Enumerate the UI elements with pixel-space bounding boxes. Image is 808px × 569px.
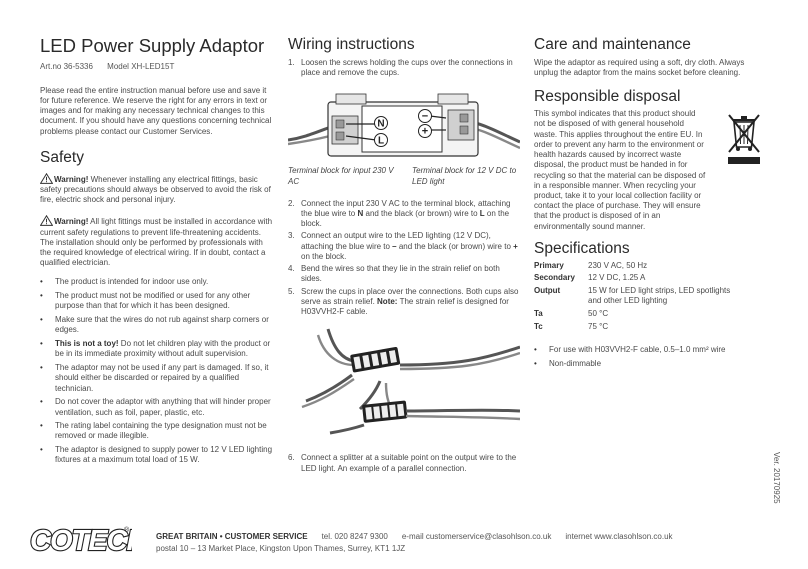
spec-key: Ta bbox=[534, 309, 543, 319]
website: internet www.clasohlson.co.uk bbox=[565, 532, 673, 541]
weee-bin-icon bbox=[724, 111, 764, 232]
terminal-n-label: N bbox=[377, 118, 385, 130]
specs-list bbox=[534, 345, 766, 369]
step-1 bbox=[288, 58, 520, 78]
spec-value: 15 W for LED light strips, LED spotlights and other LED lighting bbox=[588, 286, 731, 306]
splitter-diagram bbox=[288, 325, 520, 435]
list-item bbox=[40, 421, 276, 441]
spec-key: Output bbox=[534, 286, 561, 296]
list-item: • For use with H03VVH2-F cable, 0.5–1.0 mm² wire bbox=[534, 345, 766, 355]
column-3 bbox=[534, 36, 766, 373]
wiring-steps-cont bbox=[288, 199, 520, 318]
step-text: The strain relief is designed for H03VVH2-F cable. bbox=[301, 296, 509, 317]
spec-key: Secondary bbox=[534, 273, 575, 283]
spec-key: Tc bbox=[534, 321, 543, 331]
list-item-text: The product must not be modified or used for any other purpose than that for which it has been designed. bbox=[55, 291, 251, 311]
step-3 bbox=[288, 231, 520, 262]
disposal-block bbox=[534, 109, 766, 232]
care-text: Wipe the adaptor as required using a soft, dry cloth. Always unplug the adaptor from the mains socket before cleaning. bbox=[534, 57, 745, 78]
column-1 bbox=[40, 36, 276, 469]
safety-heading: Safety bbox=[40, 148, 84, 166]
terminal-block-diagram bbox=[288, 82, 520, 166]
list-item bbox=[40, 397, 276, 417]
postal-address: postal 10 – 13 Market Place, Kingston Upon Thames, Surrey, KT1 1JZ bbox=[156, 544, 406, 553]
terminal-plus-label: + bbox=[421, 125, 429, 138]
art-no: 36-5336 bbox=[63, 62, 93, 72]
step-text: on the block. bbox=[301, 208, 510, 229]
table-row bbox=[534, 322, 738, 335]
step-number: 2. bbox=[288, 198, 295, 208]
step-6 bbox=[288, 453, 520, 473]
figure-captions bbox=[288, 166, 520, 186]
spec-value: 75 °C bbox=[588, 321, 609, 331]
model-label: Model bbox=[107, 62, 129, 72]
step-text: Connect the input 230 V AC to the terminal block, attaching the blue wire to bbox=[301, 198, 511, 218]
step-2 bbox=[288, 199, 520, 230]
caption-output: Terminal block for 12 V DC to LED light bbox=[412, 166, 517, 186]
list-item-text: Make sure that the wires do not rub against sharp corners or edges. bbox=[55, 315, 269, 335]
warning-label: Warning! bbox=[54, 174, 89, 184]
step-text: on the block. bbox=[301, 251, 347, 261]
table-row bbox=[534, 309, 738, 322]
disposal-heading: Responsible disposal bbox=[534, 88, 681, 106]
intro-text: Please read the entire instruction manual before use and save it for future reference. We reserve the right for any errors in text or images and for making any necessary technical changes to this document. If you should have any questions concerning technical problems please contact our Customer Services. bbox=[40, 85, 272, 136]
specs-table bbox=[534, 261, 738, 335]
list-item bbox=[40, 445, 276, 465]
care-heading: Care and maintenance bbox=[534, 36, 691, 53]
list-item-text: The adaptor is designed to supply power to 12 V LED lighting fixtures at a maximum total load of 15 W. bbox=[55, 445, 273, 465]
page-title: LED Power Supply Adaptor bbox=[40, 35, 265, 56]
svg-text:COTECH: COTEC bbox=[30, 525, 127, 556]
warning-icon bbox=[40, 215, 53, 226]
warning-text: Whenever installing any electrical fittings, basic safety precautions should always be observed to avoid the risk of fire, electric shock and personal injury. bbox=[40, 174, 271, 205]
step-4 bbox=[288, 264, 520, 284]
step-number: 3. bbox=[288, 231, 295, 241]
list-item-bold: This is not a toy! bbox=[55, 339, 119, 349]
product-meta bbox=[40, 62, 276, 72]
step-text: Screw the cups in place over the connections. Both cups also serve as strain relief. bbox=[301, 286, 519, 306]
safety-list bbox=[40, 277, 276, 465]
footer bbox=[28, 522, 788, 556]
step-bold: + bbox=[513, 241, 518, 251]
list-item bbox=[40, 339, 276, 359]
warning-text: All light fittings must be installed in accordance with current safety regulations to prevent life-threatening accidents. The installation should only be performed by professionals with the required knowledge of electrical wiring. If in doubt, contact a qualified electrician. bbox=[40, 217, 273, 268]
step-bold: – bbox=[392, 241, 397, 251]
list-item-text: The product is intended for indoor use only. bbox=[55, 277, 209, 287]
list-item-text: The adaptor may not be used if any part is damaged. If so, it should either be discarded or repaired by a qualified technician. bbox=[55, 363, 269, 393]
step-text: and the black (or brown) wire to bbox=[396, 241, 514, 251]
column-2 bbox=[288, 36, 520, 476]
step-text: Bend the wires so that they lie in the strain relief on both sides. bbox=[301, 264, 500, 284]
region-label: GREAT BRITAIN • CUSTOMER SERVICE bbox=[156, 532, 308, 541]
svg-text:®: ® bbox=[124, 527, 130, 534]
spec-value: 50 °C bbox=[588, 309, 609, 319]
version-label: Ver. 20170925 bbox=[772, 452, 781, 504]
step-text: and the black (or brown) wire to bbox=[363, 208, 480, 218]
list-item bbox=[40, 291, 276, 311]
wiring-heading: Wiring instructions bbox=[288, 36, 415, 53]
warning-2 bbox=[40, 215, 276, 268]
step-text: Connect an output wire to the LED lighting (12 V DC), attaching the blue wire to bbox=[301, 231, 491, 251]
specs-heading: Specifications bbox=[534, 239, 630, 257]
brand-logo bbox=[28, 522, 132, 559]
list-item bbox=[40, 363, 276, 394]
step-number: 4. bbox=[288, 264, 295, 274]
caption-input: Terminal block for input 230 V AC bbox=[288, 166, 394, 186]
step-bold: Note: bbox=[377, 296, 398, 306]
wiring-steps bbox=[288, 58, 520, 78]
step-number: 6. bbox=[288, 453, 295, 463]
warning-label: Warning! bbox=[54, 217, 89, 227]
terminal-block-figure bbox=[288, 82, 520, 166]
list-item bbox=[40, 315, 276, 335]
list-item-text: Do not cover the adaptor with anything that will hinder proper ventilation, such as foil, paper, plastic, etc. bbox=[55, 397, 271, 417]
disposal-text: This symbol indicates that this product should not be disposed of with general household waste. This applies throughout the entire EU. In order to prevent any harm to the environment or health hazards caused by incorrect waste disposal, the product must be handed in for recycling so that the material can be disposed of in a responsible manner. When recycling your product, take it to your local collection facility or contact the place of purchase. They will ensure that the product is disposed of in an environmentally sound manner. bbox=[534, 109, 706, 231]
terminal-minus-label: − bbox=[421, 110, 429, 123]
phone: tel. 020 8247 9300 bbox=[321, 532, 388, 541]
list-item: • Non-dimmable bbox=[534, 359, 766, 369]
list-item bbox=[40, 277, 276, 287]
spec-value: 230 V AC, 50 Hz bbox=[588, 260, 648, 270]
email: e-mail customerservice@clasohlson.co.uk bbox=[401, 532, 552, 541]
table-row bbox=[534, 261, 738, 274]
step-text: Connect a splitter at a suitable point on the output wire to the LED light. An example of a parallel connection. bbox=[301, 453, 517, 473]
art-label: Art.no bbox=[40, 62, 62, 72]
warning-1 bbox=[40, 173, 276, 206]
step-bold: N bbox=[357, 208, 364, 218]
table-row bbox=[534, 273, 738, 286]
list-item-text: Do not let children play with the product or be in its immediate proximity without adult supervision. bbox=[55, 339, 271, 359]
terminal-l-label: L bbox=[377, 135, 385, 147]
warning-icon bbox=[40, 173, 53, 184]
list-item-text: The rating label containing the type designation must not be removed or made illegible. bbox=[55, 421, 267, 441]
step-number: 5. bbox=[288, 286, 295, 296]
wiring-steps-final bbox=[288, 453, 520, 473]
customer-service-line bbox=[156, 532, 673, 542]
spec-key: Primary bbox=[534, 260, 564, 270]
spec-value: 12 V DC, 1.25 A bbox=[588, 273, 646, 283]
step-text: Loosen the screws holding the cups over the connections in place and remove the cups. bbox=[301, 57, 513, 78]
splitter-figure bbox=[288, 325, 520, 435]
model-no: XH-LED15T bbox=[131, 62, 175, 72]
table-row bbox=[534, 286, 738, 309]
step-bold: L bbox=[479, 208, 485, 218]
step-number: 1. bbox=[288, 57, 295, 67]
step-5 bbox=[288, 287, 520, 318]
